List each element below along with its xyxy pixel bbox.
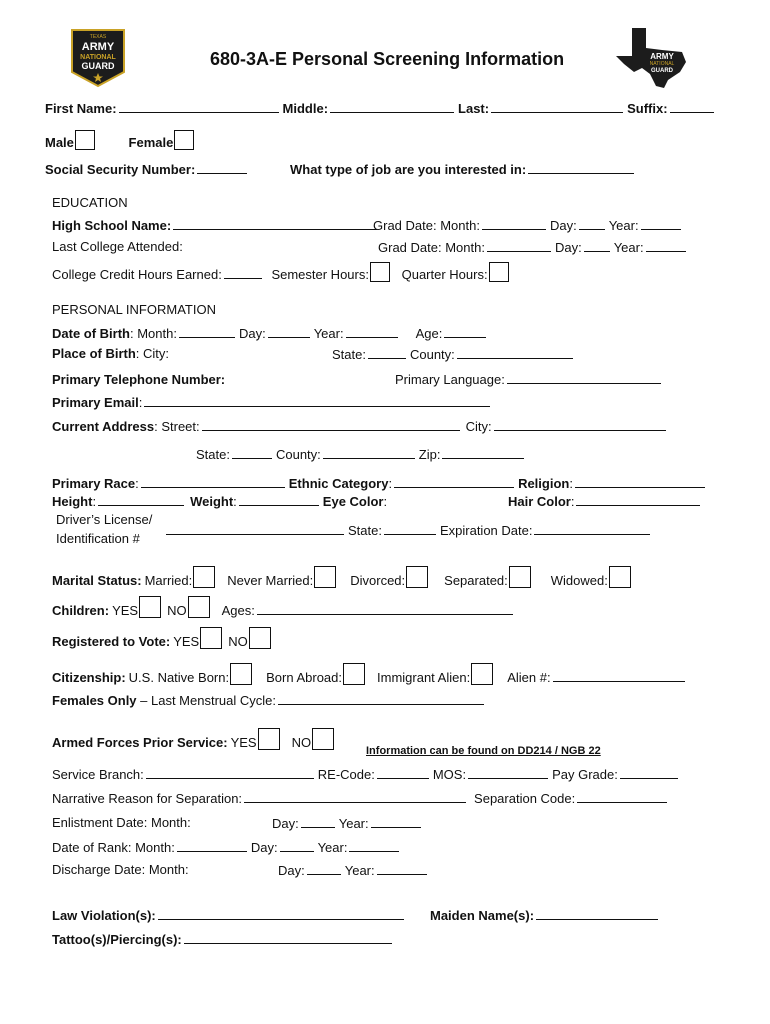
alien-number-field[interactable] [553, 669, 685, 682]
never-married-label: Never Married: [227, 573, 314, 588]
race-field[interactable] [141, 475, 285, 488]
divorced-label: Divorced: [350, 573, 406, 588]
height-label: Height [52, 494, 93, 509]
email-row [52, 394, 494, 411]
vote-no-checkbox[interactable] [249, 627, 271, 649]
semester-hours-checkbox[interactable] [370, 262, 390, 282]
last-name-label: Last: [458, 101, 490, 116]
phone-label: Primary Telephone Number: [52, 372, 226, 387]
menstrual-field[interactable] [278, 692, 484, 705]
armed-forces-label: Armed Forces Prior Service: [52, 735, 228, 750]
race-label: Primary Race [52, 476, 136, 491]
never-married-checkbox[interactable] [314, 566, 336, 588]
discharge-label: Discharge Date: Month: [52, 862, 189, 877]
pob-county-field[interactable] [457, 346, 573, 359]
email-field[interactable] [144, 394, 490, 407]
quarter-hours-label: Quarter Hours: [401, 267, 488, 282]
maiden-name-label: Maiden Name(s): [430, 908, 535, 923]
married-checkbox[interactable] [193, 566, 215, 588]
rank-label: Date of Rank: Month: [52, 840, 175, 855]
children-yes-label: YES [112, 603, 139, 618]
married-label: Married: [144, 573, 193, 588]
enlistment-day-row [272, 815, 425, 832]
dob-day-field[interactable] [268, 325, 310, 338]
marital-label: Marital Status: [52, 573, 142, 588]
high-school-field[interactable] [173, 217, 377, 230]
separation-code-label: Separation Code: [474, 791, 576, 806]
dob-row [52, 325, 490, 342]
college-grad-day-label: Day: [554, 240, 582, 255]
immigrant-alien-checkbox[interactable] [471, 663, 493, 685]
females-row [52, 692, 488, 709]
rank-year-field[interactable] [349, 839, 399, 852]
menstrual-label: – Last Menstrual Cycle: [136, 693, 276, 708]
svg-text:ARMY: ARMY [650, 52, 674, 61]
job-interest-field[interactable] [528, 161, 634, 174]
college-grad-day-field[interactable] [584, 239, 610, 252]
dob-year-label: Year: [313, 326, 344, 341]
dl-line1: Driver’s License/ [56, 512, 153, 527]
enlistment-year-label: Year: [338, 816, 369, 831]
height-field[interactable] [98, 493, 184, 506]
widowed-label: Widowed: [550, 573, 608, 588]
college-grad-year-label: Year: [613, 240, 644, 255]
svg-text:NATIONAL: NATIONAL [649, 61, 675, 67]
armed-yes-label: YES [230, 735, 257, 750]
hs-grad-year-label: Year: [608, 218, 639, 233]
marital-row [52, 566, 637, 589]
narrative-label: Narrative Reason for Separation: [52, 791, 243, 806]
weight-colon: : [233, 494, 237, 509]
dd214-note: Information can be found on DD214 / NGB 22 [366, 745, 601, 757]
expiration-label: Expiration Date: [439, 523, 533, 538]
alien-number-label: Alien #: [507, 670, 551, 685]
recode-label: RE-Code: [317, 767, 375, 782]
quarter-hours-checkbox[interactable] [489, 262, 509, 282]
citizenship-row [52, 663, 689, 686]
hs-grad-month-label: Grad Date: Month: [373, 218, 480, 233]
race-row [52, 475, 709, 492]
maiden-row [430, 907, 662, 924]
citizenship-label: Citizenship: [52, 670, 126, 685]
first-name-field[interactable] [119, 100, 279, 113]
address-county-field[interactable] [323, 446, 415, 459]
born-abroad-label: Born Abroad: [266, 670, 342, 685]
enlistment-year-field[interactable] [371, 815, 421, 828]
eye-colon: : [383, 494, 388, 509]
separation-code-field[interactable] [577, 790, 667, 803]
armed-no-checkbox[interactable] [312, 728, 334, 750]
hs-grad-day-label: Day: [549, 218, 577, 233]
dl-row [164, 522, 654, 539]
texas-guard-logo-right [612, 26, 694, 90]
personal-info-heading: PERSONAL INFORMATION [52, 302, 216, 317]
suffix-field[interactable] [670, 100, 714, 113]
vote-row [52, 627, 277, 650]
ssn-field[interactable] [197, 161, 247, 174]
page-title: 680-3A-E Personal Screening Information [210, 49, 565, 69]
male-label: Male [45, 135, 74, 150]
recode-field[interactable] [377, 766, 429, 779]
eye-color-label: Eye Color [322, 494, 384, 509]
job-row [290, 161, 638, 178]
college-grad-date-row [378, 239, 690, 256]
service-branch-label: Service Branch: [52, 767, 144, 782]
dob-month-label: : Month: [130, 326, 177, 341]
tattoo-row [52, 931, 396, 948]
law-violation-field[interactable] [158, 907, 404, 920]
svg-text:TEXAS: TEXAS [89, 34, 107, 40]
dob-year-field[interactable] [346, 325, 398, 338]
divorced-checkbox[interactable] [406, 566, 428, 588]
ssn-row [45, 161, 251, 178]
religion-colon: : [569, 476, 573, 491]
dl-line2: Identification # [56, 531, 140, 546]
discharge-day-label: Day: [278, 863, 305, 878]
high-school-label: High School Name: [52, 218, 172, 233]
pob-county-label: County: [409, 347, 455, 362]
vote-yes-label: YES [173, 634, 200, 649]
female-label: Female [128, 135, 174, 150]
age-field[interactable] [444, 325, 486, 338]
narrative-row [52, 790, 671, 807]
born-abroad-checkbox[interactable] [343, 663, 365, 685]
religion-field[interactable] [575, 475, 705, 488]
tattoo-label: Tattoo(s)/Piercing(s): [52, 932, 182, 947]
discharge-day-row [278, 862, 431, 879]
discharge-day-field[interactable] [307, 862, 341, 875]
zip-label: Zip: [418, 447, 441, 462]
education-heading: EDUCATION [52, 195, 128, 210]
female-checkbox[interactable] [174, 130, 194, 150]
hair-colon: : [570, 494, 575, 509]
native-born-label: U.S. Native Born: [128, 670, 230, 685]
race-colon: : [135, 476, 139, 491]
pob-state-field[interactable] [368, 346, 406, 359]
immigrant-alien-label: Immigrant Alien: [377, 670, 471, 685]
gender-row [45, 130, 200, 151]
dob-label: Date of Birth [52, 326, 130, 341]
college-grad-month-field[interactable] [487, 239, 551, 252]
enlistment-day-label: Day: [272, 816, 299, 831]
male-checkbox[interactable] [75, 130, 95, 150]
language-row [395, 371, 665, 388]
enlistment-day-field[interactable] [301, 815, 335, 828]
children-no-checkbox[interactable] [188, 596, 210, 618]
dl-state-field[interactable] [384, 522, 436, 535]
mos-label: MOS: [432, 767, 467, 782]
hs-grad-date-row [373, 217, 685, 234]
address-county-label: County: [275, 447, 321, 462]
svg-text:ARMY: ARMY [81, 41, 115, 53]
ages-label: Ages: [221, 603, 255, 618]
children-row [52, 596, 517, 619]
rank-day-label: Day: [250, 840, 278, 855]
dl-state-label: State: [348, 523, 382, 538]
law-violation-label: Law Violation(s): [52, 908, 156, 923]
ethnic-label: Ethnic Category [288, 476, 389, 491]
first-name-label: First Name: [45, 101, 117, 116]
high-school-row [52, 217, 381, 234]
mos-field[interactable] [468, 766, 548, 779]
college-grad-year-field[interactable] [646, 239, 686, 252]
last-college-label: Last College Attended: [52, 239, 183, 254]
pob-row [52, 346, 169, 362]
dl-number-field[interactable] [166, 522, 344, 535]
separated-label: Separated: [444, 573, 508, 588]
address-state-field[interactable] [232, 446, 272, 459]
vote-no-label: NO [228, 634, 248, 649]
enlistment-label: Enlistment Date: Month: [52, 815, 191, 830]
children-no-label: NO [167, 603, 187, 618]
street-field[interactable] [202, 418, 460, 431]
credit-hours-label: College Credit Hours Earned: [52, 267, 222, 282]
rank-row [52, 839, 403, 856]
name-row [45, 100, 718, 117]
discharge-year-label: Year: [344, 863, 375, 878]
semester-hours-label: Semester Hours: [271, 267, 369, 282]
email-label: Primary Email [52, 395, 139, 410]
religion-label: Religion [518, 476, 570, 491]
service-branch-field[interactable] [146, 766, 314, 779]
rank-day-field[interactable] [280, 839, 314, 852]
dob-day-label: Day: [238, 326, 266, 341]
ethnic-colon: : [388, 476, 393, 491]
suffix-label: Suffix: [627, 101, 668, 116]
height-row [52, 493, 387, 510]
hair-color-row [508, 493, 704, 510]
email-colon: : [138, 395, 143, 410]
weight-field[interactable] [239, 493, 319, 506]
law-row [52, 907, 408, 924]
pob-city-label: : City: [135, 346, 170, 361]
expiration-field[interactable] [534, 522, 650, 535]
army-national-guard-logo-left [70, 28, 126, 88]
language-field[interactable] [507, 371, 661, 384]
hair-color-label: Hair Color [508, 494, 571, 509]
vote-label: Registered to Vote: [52, 634, 171, 649]
pob-label: Place of Birth [52, 346, 136, 361]
zip-field[interactable] [442, 446, 524, 459]
age-label: Age: [415, 326, 443, 341]
narrative-field[interactable] [244, 790, 466, 803]
service-branch-row [52, 766, 682, 783]
job-interest-label: What type of job are you interested in: [290, 162, 527, 177]
pob-state-county-row [332, 346, 577, 363]
ages-field[interactable] [257, 602, 513, 615]
dob-month-field[interactable] [179, 325, 235, 338]
hair-color-field[interactable] [576, 493, 700, 506]
maiden-name-field[interactable] [536, 907, 658, 920]
address-city-label: City: [465, 419, 492, 434]
tattoo-field[interactable] [184, 931, 392, 944]
widowed-checkbox[interactable] [609, 566, 631, 588]
weight-label: Weight [190, 494, 234, 509]
armed-yes-checkbox[interactable] [258, 728, 280, 750]
children-label: Children: [52, 603, 110, 618]
middle-name-label: Middle: [282, 101, 329, 116]
svg-text:GUARD: GUARD [81, 61, 115, 71]
middle-name-field[interactable] [330, 100, 454, 113]
vote-yes-checkbox[interactable] [200, 627, 222, 649]
credit-hours-field[interactable] [224, 266, 262, 279]
ethnic-field[interactable] [394, 475, 514, 488]
address-state-row [196, 446, 528, 463]
svg-text:NATIONAL: NATIONAL [80, 54, 116, 61]
address-label: Current Address [52, 419, 155, 434]
shield-logo-icon [70, 28, 126, 88]
armed-forces-row [52, 728, 340, 751]
texas-map-icon [612, 26, 694, 90]
children-yes-checkbox[interactable] [139, 596, 161, 618]
separated-checkbox[interactable] [509, 566, 531, 588]
svg-text:GUARD: GUARD [651, 68, 673, 74]
pay-grade-label: Pay Grade: [552, 767, 618, 782]
hs-grad-month-field[interactable] [482, 217, 546, 230]
street-label: : Street: [154, 419, 200, 434]
pob-state-label: State: [332, 347, 366, 362]
hs-grad-year-field[interactable] [641, 217, 681, 230]
address-city-field[interactable] [494, 418, 666, 431]
language-label: Primary Language: [395, 372, 505, 387]
pay-grade-field[interactable] [620, 766, 678, 779]
rank-month-field[interactable] [177, 839, 247, 852]
hs-grad-day-field[interactable] [579, 217, 605, 230]
college-grad-month-label: Grad Date: Month: [378, 240, 485, 255]
females-only-label: Females Only [52, 693, 137, 708]
rank-year-label: Year: [317, 840, 348, 855]
address-row [52, 418, 670, 435]
armed-no-label: NO [291, 735, 312, 750]
last-name-field[interactable] [491, 100, 623, 113]
ssn-label: Social Security Number: [45, 162, 196, 177]
height-colon: : [92, 494, 97, 509]
discharge-year-field[interactable] [377, 862, 427, 875]
native-born-checkbox[interactable] [230, 663, 252, 685]
address-state-label: State: [196, 447, 230, 462]
credit-hours-row [52, 262, 515, 283]
